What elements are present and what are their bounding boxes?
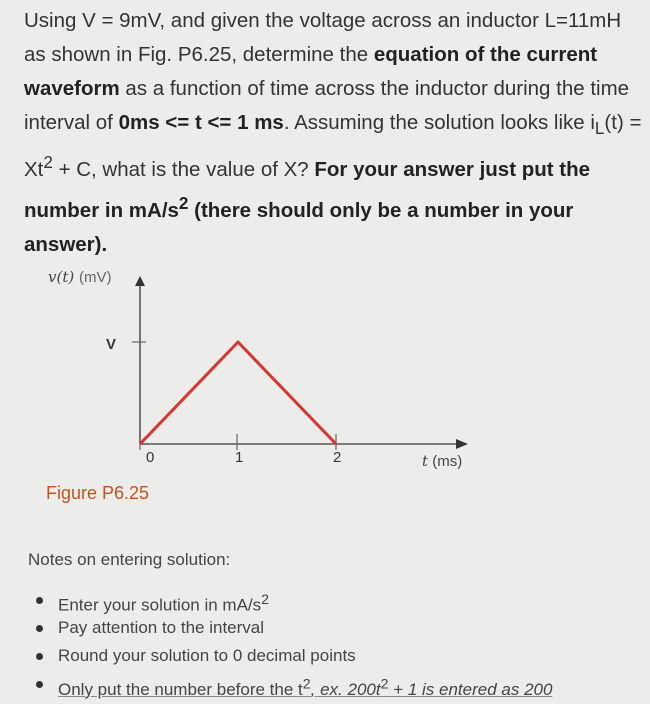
list-item bbox=[28, 642, 638, 670]
x-tick-label-1: 1 bbox=[235, 449, 244, 466]
question-bold: 0ms <= t <= 1 ms bbox=[118, 111, 284, 134]
superscript: 2 bbox=[380, 676, 389, 692]
bullet-icon bbox=[36, 625, 43, 632]
list-item bbox=[28, 586, 638, 614]
question-part: . Assuming the solution looks like i bbox=[283, 111, 595, 134]
bullet-icon bbox=[36, 653, 43, 660]
bullet-icon bbox=[36, 681, 43, 688]
figure-p6-25 bbox=[0, 262, 650, 512]
x-axis-arrow bbox=[456, 439, 468, 449]
x-tick-label-2: 2 bbox=[333, 449, 342, 466]
list-item-text: Enter your solution in mA/s bbox=[58, 595, 262, 615]
y-axis-arrow bbox=[135, 276, 145, 286]
list-item-text: Pay attention to the interval bbox=[58, 618, 265, 637]
superscript: 2 bbox=[302, 676, 311, 692]
figure-caption: Figure P6.25 bbox=[46, 483, 150, 503]
y-axis-var: v(t) bbox=[48, 268, 75, 286]
notes-title: Notes on entering solution: bbox=[28, 550, 231, 569]
list-item-text: Round your solution to 0 decimal points bbox=[58, 646, 356, 665]
y-axis-label bbox=[48, 268, 112, 286]
question-bold: For your answer just put the number in mA/s bbox=[24, 157, 591, 222]
v-level-label: V bbox=[106, 336, 117, 353]
question-text bbox=[24, 4, 644, 262]
list-item-example: , ex. 200t bbox=[310, 679, 381, 699]
superscript: 2 bbox=[261, 592, 270, 608]
list-item-text: Only put the number before the t bbox=[58, 679, 303, 699]
x-axis-unit: (ms) bbox=[432, 453, 463, 470]
question-part: (t) = Xt bbox=[24, 111, 642, 181]
question-part: Using V = 9mV, and given the voltage across an inductor L=11mH as shown in Fig. P6.25, determine the bbox=[24, 9, 622, 66]
question-bold: (there should only be a number in your answer). bbox=[24, 198, 574, 256]
notes-section bbox=[28, 548, 638, 698]
subscript: L bbox=[594, 119, 605, 139]
voltage-waveform-line bbox=[140, 342, 336, 444]
voltage-waveform-chart bbox=[0, 262, 650, 512]
list-item bbox=[28, 614, 638, 642]
question-part: + C, what is the value of X? bbox=[52, 157, 315, 181]
x-tick-label-0: 0 bbox=[146, 449, 155, 466]
list-item bbox=[28, 670, 638, 698]
superscript: 2 bbox=[43, 153, 53, 173]
question-part: as a function of time across the inductor during the time interval of bbox=[24, 77, 630, 134]
x-axis-var: t bbox=[422, 452, 429, 470]
list-item-example: + 1 is entered as 200 bbox=[388, 679, 553, 699]
notes-list bbox=[28, 586, 638, 698]
x-axis-label bbox=[422, 452, 462, 470]
bullet-icon bbox=[36, 597, 43, 604]
question-bold: equation of the current waveform bbox=[24, 43, 598, 100]
superscript: 2 bbox=[178, 193, 189, 213]
y-axis-unit: (mV) bbox=[79, 269, 112, 286]
